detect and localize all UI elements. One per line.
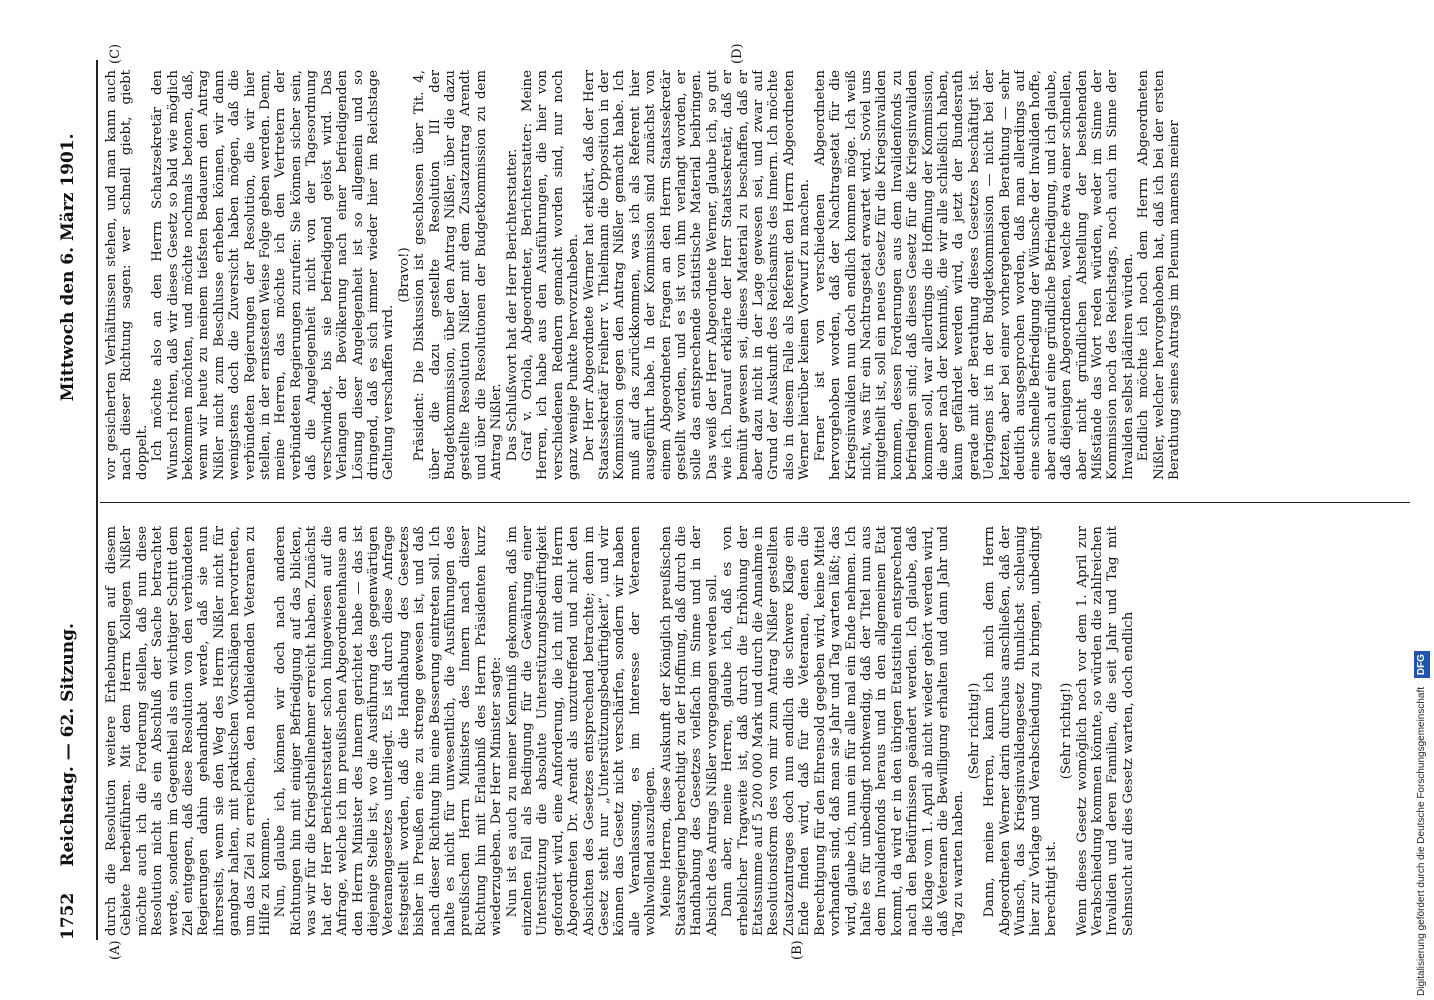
paragraph: Ich möchte also an den Herrn Schatzsekretär den Wunsch richten, daß wir dieses Gesetz so bald wie möglich bekommen möchten, und möchte nochmals betonen, daß, wenn wir heute zu meinem tiefsten Bedauern den Antrag Nißler nicht zum Beschlusse erheben können, wir dann wenigstens doch die Zuversicht haben mögen, daß die verbündeten Regierungen der Resolution, die wir hier stellen, in der ernstesten Weise Folge geben werden. Denn, meine Herren, das möchte ich den Vertretern der verbündeten Regierungen zurufen: Sie können sicher sein, daß die Angelegenheit nicht von der Tagesordnung verschwindet, bis sie befriedigend gelöst wird. Das Verlangen der Bevölkerung nach einer befriedigenden Lösung dieser Angelegenheit ist so allgemein und so dringend, daß es sich immer wieder hier im Reichstage Geltung verschaffen wird. <box>150 70 397 480</box>
paragraph: Endlich möchte ich noch dem Herrn Abgeordneten Nißler, welcher hervorgehoben hat, daß ich bei der ersten Berathung seines Antrags im Plenum namens meiner <box>1136 70 1183 480</box>
paragraph: Dann, meine Herren, kann ich mich dem Herrn Abgeordneten Werner darin durchaus anschließen, daß der Wunsch, das Kriegsinvalidengesetz thunlichst schleunig hier zur Vorlage und Verabschiedung zu bringen, unbedingt berechtigt ist. <box>982 526 1059 936</box>
page-header <box>50 60 90 940</box>
paragraph: Das Schlußwort hat der Herr Berichterstatter. <box>504 148 520 462</box>
margin-mark-a: (A) <box>108 940 123 960</box>
dfg-logo: DFG <box>1414 651 1430 678</box>
header-rule <box>96 60 98 940</box>
left-text-column <box>104 526 1404 936</box>
digitization-note: Digitalisierung gefördert durch die Deutsche Forschungsgemeinschaft <box>1416 686 1427 996</box>
margin-mark-d: (D) <box>730 43 745 64</box>
paragraph: Der Herr Abgeordnete Werner hat erklärt, daß der Herr Staatssekretär Freiherr v. Thielmann die Opposition in der Kommission gegen den Antrag Nißler gemacht habe. Ich muß auf das zurückkommen, was ich als Referent hier ausgeführt habe. In der Kommission sind zunächst von einem Abgeordneten Fragen an den Herrn Staatssekretär gestellt worden, und es ist von ihm verlangt worden, er solle das entsprechende statistische Material beibringen. Das weiß der Herr Abgeordnete Werner, glaube ich, so gut wie ich. Darauf erklärte der Herr Staatssekretär, daß er bemüht gewesen sei, dieses Material zu beschaffen, daß er aber dazu nicht in der Lage gewesen sei, und zwar auf Grund der Auskunft des Reichsamts des Innern. Ich möchte also in diesem Falle als Referent den Herrn Abgeordneten Werner hierüber keinen Vorwurf zu machen. <box>581 70 813 480</box>
page-number: 1752 <box>58 892 78 940</box>
paragraph: Wenn dieses Gesetz womöglich noch vor dem 1. April zur Verabschiedung kommen könnte, so würden die zahlreichen Invaliden und deren Familien, die seit Jahr und Tag mit Sehnsucht auf dies Gesetz warten, doch endlich <box>1074 526 1136 936</box>
session-title: Reichstag. — 62. Sitzung. <box>58 623 78 867</box>
paragraph: Graf v. Oriola, Abgeordneter, Berichterstatter: Meine Herren, ich habe aus den Ausführungen, die hier von verschiedenen Rednern gemacht worden sind, nur noch ganz wenige Punkte hervorzuheben. <box>519 70 582 480</box>
paragraph: Dann aber, meine Herren, glaube ich, daß es von erheblicher Tragweite ist, daß durch die Erhöhung der Etatssumme auf 5 200 000 Mark und durch die Annahme in Resolutionsform des von mir zum Antrag Nißler gestellten Zusatzantrages doch nun endlich die schwere Klage ein Ende finden wird, daß für die Veteranen, denen die Berechtigung für den Ehrensold gegeben wird, keine Mittel vorhanden sind, daß man sie Jahr und Tag warten läßt; das wird, glaube ich, nun ein für alle mal ein Ende nehmen. Ich halte es für unbedingt nothwendig, daß der Titel nun aus dem Invalidenfonds heraus und in den allgemeinen Etat kommt, da wird er in den übrigen Etatstiteln entsprechend nach den Bedürfnissen geändert werden. Ich glaube, daß die Klage vom 1. April ab nicht wieder gehört werden wird, daß Veteranen die Bewilligung erhalten und dann Jahr und Tag zu warten haben. <box>720 526 967 936</box>
paragraph: Nun, glaube ich, können wir doch nach anderen Richtungen hin mit einiger Befriedigung auf das blicken, was wir für die Kriegstheilnehmer erreicht haben. Zunächst hat der Herr Berichterstatter schon hingewiesen auf die Anfrage, welche ich im preußischen Abgeordnetenhause an den Herrn Minister des Innern gerichtet habe — das ist diejenige Stelle ist, wo die Ausführung des gegenwärtigen Veteranengesetzes unterliegt. Es ist durch diese Anfrage festgestellt worden, daß die Handhabung des Gesetzes bisher in Preußen eine zu strenge gewesen ist, und daß nach dieser Richtung hin eine Besserung eintreten soll. Ich halte es nicht für unwesentlich, die Ausführungen des preußischen Herrn Ministers des Innern nach dieser Richtung hin mit Erlaubniß des Herrn Präsidenten kurz wiederzugeben. Der Herr Minister sagte: <box>273 526 505 936</box>
paragraph: (Sehr richtig!) <box>1059 682 1075 780</box>
paragraph: vor gesicherten Verhältnissen stehen, und man kann auch nach dieser Richtung sagen: wer schnell giebt, giebt doppelt. <box>104 70 150 480</box>
paragraph: (Bravo!) <box>396 247 412 303</box>
header-titles <box>58 60 78 940</box>
paragraph: (Sehr richtig!) <box>966 682 982 780</box>
digitization-sidebar <box>1414 6 1430 996</box>
paragraph: Meine Herren, diese Auskunft der Königlich preußischen Staatsregierung berechtigt zu der Hoffnung, daß durch die Handhabung des Gesetzes vielfach im Sinne und in der Absicht des Antrags Nißler vorgegangen werden soll. <box>658 526 720 936</box>
paragraph: Nun ist es auch zu meiner Kenntniß gekommen, daß im einzelnen Fall als Bedingung für die Gewährung einer Unterstützung die absolute Unterstützungsbedürftigkeit gefordert wird, eine Anforderung, die ich mit dem Herrn Abgeordneten Dr. Arendt als unzutreffend und nicht den Absichten des Gesetzes entsprechend betrachte; denn im Gesetz steht nur „Unterstützungsbedürftigkeit“, und wir können das Gesetz nicht verschärfen, sondern wir haben alle Veranlassung, es im Interesse der Veteranen wohlwollend auszulegen. <box>504 526 659 936</box>
right-text-column <box>104 70 1404 480</box>
paragraph: Präsident: Die Diskussion ist geschlossen über Tit. 4, über die dazu gestellte Resolution III der Budgetkommission, über den Antrag Nißler, über die dazu gestellte Resolution Nißler mit dem Zusatzantrag Arendt und über die Resolutionen der Budgetkommission zu dem Antrag Nißler. <box>412 70 505 480</box>
margin-mark-c: (C) <box>108 43 123 64</box>
paragraph: Ferner ist von verschiedenen Abgeordneten hervorgehoben worden, daß der Nachtragsetat für die Kriegsinvaliden nun doch endlich kommen möge. Ich weiß nicht, was für ein Nachtragsetat erwartet wird. Soviel uns mitgetheilt ist, soll ein neues Gesetz für die Kriegsinvaliden kommen, dessen Forderungen aus dem Invalidenfonds zu befriedigen sind; daß dieses Gesetz für die Kriegsinvaliden kommen soll, war allerdings die Hoffnung der Kommission, die aber nach der Kenntniß, die wir alle schließlich haben, kaum gefährdet werden wird, da jetzt der Bundesrath gerade mit der Berathung dieses Gesetzes beschäftigt ist. Uebrigens ist in der Budgetkommission — nicht bei der letzten, aber bei einer vorhergehenden Berathung — sehr deutlich ausgesprochen worden, daß man allerdings auf eine schnelle Befriedigung der Wünsche der Invaliden hoffe, aber auch auf eine gründliche Befriedigung, und ich glaube, daß diejenigen Abgeordneten, welche etwa einer schnellen, aber nicht gründlichen Abstellung der bestehenden Mißstände das Wort reden würden, weder im Sinne der Kommission noch des Reichstags, noch auch im Sinne der Invaliden selbst plädiren würden. <box>812 70 1136 480</box>
paragraph: durch die Resolution weitere Erhebungen auf diesem Gebiete herbeiführen. Mit dem Herrn Kollegen Nißler möchte auch ich die Forderung stellen, daß nun diese Resolution nicht als ein Abschluß der Sache betrachtet werde, sondern im Gegentheil als ein wichtiger Schritt dem Ziel entgegen, daß diese Resolution von den verbündeten Regierungen dahin gehandhabt werde, daß sie nun ihrerseits, wenn sie den Weg des Herrn Nißler nicht für gangbar halten, mit praktischen Vorschlägen hervortreten, um das Ziel zu erreichen, den nothleidenden Veteranen zu Hilfe zu kommen. <box>104 526 274 936</box>
column-rule <box>100 502 1410 503</box>
date-title: Mittwoch den 6. März 1901. <box>58 133 78 402</box>
margin-mark-b: (B) <box>790 940 805 960</box>
